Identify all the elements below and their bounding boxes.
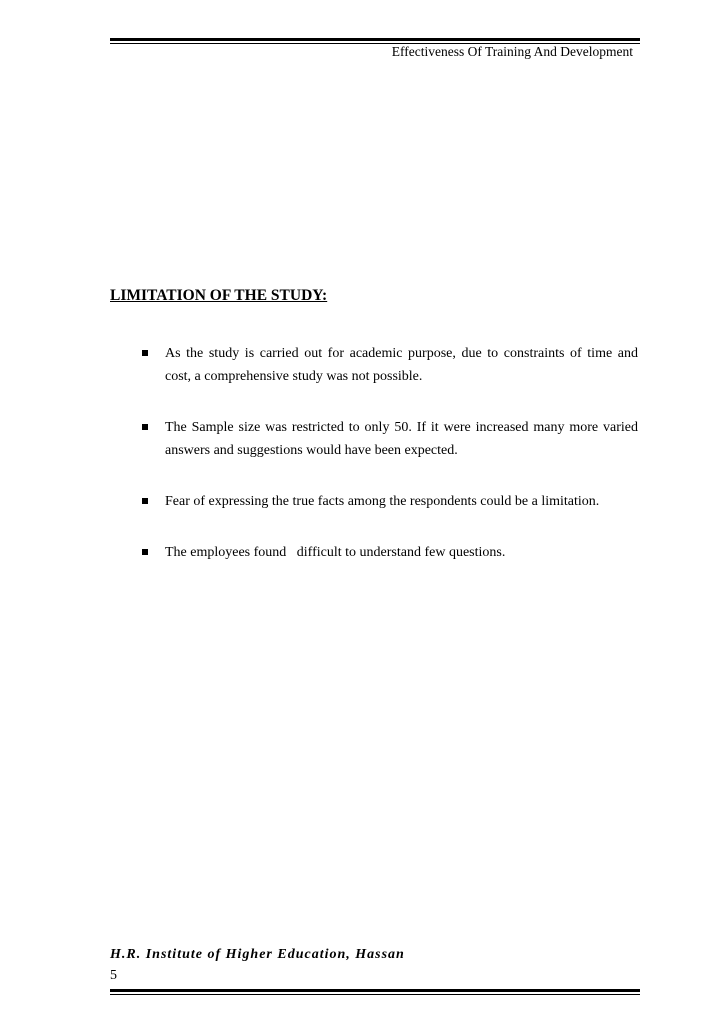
- list-item-text: Fear of expressing the true facts among the respondents could be a limitation.: [165, 494, 600, 509]
- limitations-list: [140, 342, 638, 592]
- square-bullet-icon: [142, 498, 148, 504]
- running-header: Effectiveness Of Training And Development: [391, 44, 633, 59]
- footer-rule-thin: [110, 994, 640, 995]
- list-item-text: The Sample size was restricted to only 50. If it were increased many more varied answers and suggestions would have been expected.: [165, 420, 638, 458]
- header-rule: [110, 38, 640, 41]
- list-item: [140, 490, 638, 513]
- list-item-text: As the study is carried out for academic purpose, due to constraints of time and cost, a comprehensive study was not possible.: [165, 346, 638, 384]
- square-bullet-icon: [142, 549, 148, 555]
- square-bullet-icon: [142, 424, 148, 430]
- list-item: [140, 541, 638, 564]
- square-bullet-icon: [142, 350, 148, 356]
- list-item-text: The employees found difficult to understand few questions.: [165, 545, 506, 560]
- footer-institute: H.R. Institute of Higher Education, Hassan: [110, 947, 405, 962]
- list-item: [140, 416, 638, 462]
- list-item: [140, 342, 638, 388]
- footer-rule: [110, 989, 640, 992]
- section-title: LIMITATION OF THE STUDY:: [110, 287, 328, 304]
- page-number: 5: [110, 968, 117, 983]
